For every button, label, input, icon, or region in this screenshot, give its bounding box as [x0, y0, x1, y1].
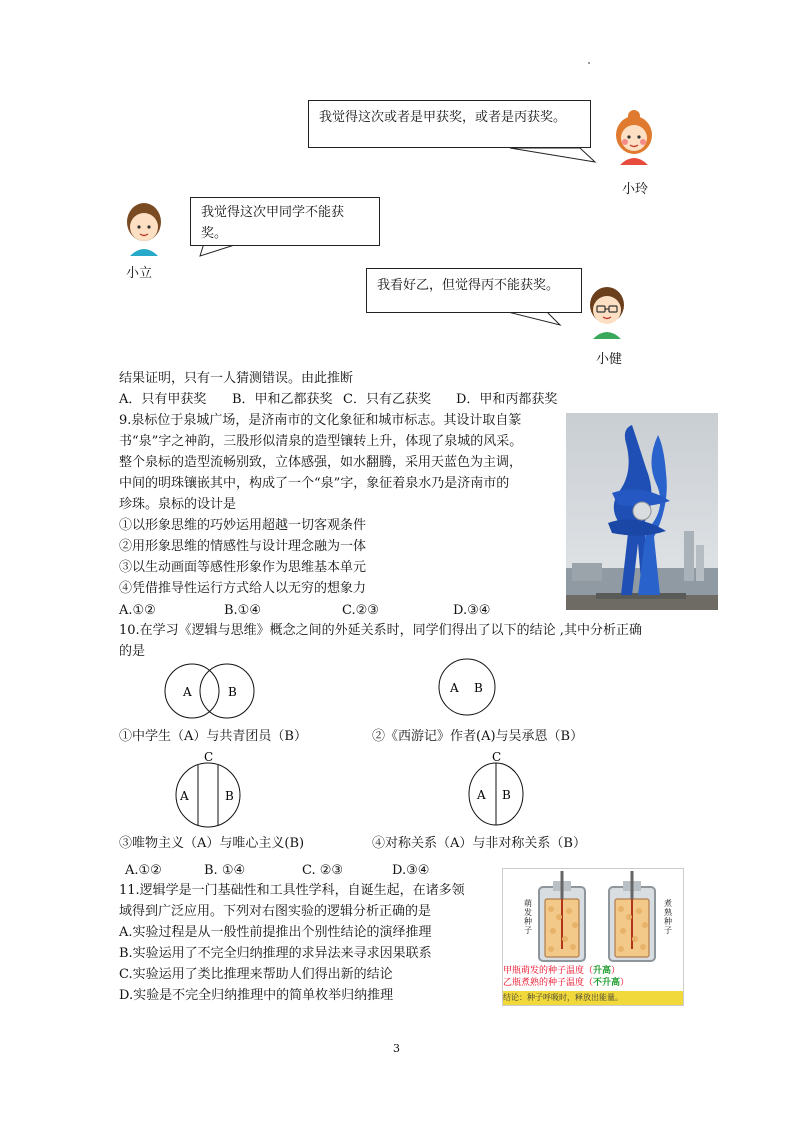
- q9-option-a: A.①②: [119, 603, 156, 618]
- label-b: B: [502, 788, 511, 802]
- venn-diagram-1: [160, 662, 260, 720]
- q8-option-c: C．只有乙获奖: [343, 392, 431, 407]
- q10-stem-line-1: 10.在学习《逻辑与思维》概念之间的外延关系时，同学们得出了以下的结论 ,其中分析正确: [119, 623, 642, 638]
- q8-option-d: D．甲和丙都获奖: [456, 392, 558, 407]
- result-row-1: 甲瓶萌发的种子温度（升高）: [503, 966, 621, 976]
- q8-conclusion: 结果证明，只有一人猜测错误。由此推断: [119, 371, 354, 386]
- q10-option-a: A.①②: [125, 863, 162, 878]
- xiaoli-speech: 我觉得这次甲同学不能获奖。: [201, 205, 345, 241]
- q9-option-b: B.①④: [224, 603, 261, 618]
- q11-stem-line-1: 11.逻辑学是一门基础性和工具性学科，自诞生起，在诸多领: [119, 883, 465, 898]
- q9-item-3: ③以生动画面等感性形象作为思维基本单元: [119, 560, 367, 575]
- q10-caption-2: ②《西游记》作者(A)与吴承恩（B）: [372, 729, 584, 744]
- q9-option-c: C.②③: [342, 603, 379, 618]
- page-number: 3: [393, 1042, 400, 1055]
- q9-stem-line-2: 书“泉”字之神韵，三股形似清泉的造型镶转上升，体现了泉城的风采。: [119, 434, 523, 449]
- q9-item-4: ④凭借推导性运行方式给人以无穷的想象力: [119, 581, 367, 596]
- q10-stem-line-2: 的是: [119, 644, 146, 659]
- conclusion-bar: 结论：种子呼吸时，释放出能量。: [503, 991, 683, 1005]
- q9-item-1: ①以形象思维的巧妙运用超越一切客观条件: [119, 518, 367, 533]
- xiaojian-avatar: [585, 283, 629, 339]
- left-flask-label: 萌 发 种 子: [524, 899, 532, 935]
- q9-item-2: ②用形象思维的情感性与设计理念融为一体: [119, 539, 367, 554]
- result-value-2: 不升高: [593, 978, 621, 988]
- q10-caption-4: ④对称关系（A）与非对称关系（B）: [372, 836, 586, 851]
- label-a: A: [183, 685, 192, 699]
- xiaoling-avatar: [611, 107, 657, 165]
- label-c: C: [204, 750, 214, 764]
- xiaoling-name: 小玲: [622, 182, 649, 197]
- q9-stem-line-3: 整个泉标的造型流畅别致，立体感强，如水翻腾，采用天蓝色为主调，: [119, 455, 523, 470]
- result-row-2: 乙瓶煮熟的种子温度（不升高）: [503, 978, 630, 988]
- venn-diagram-3: [170, 748, 246, 828]
- xiaoling-speech-bubble: [308, 100, 591, 148]
- result-value-1: 升高: [593, 966, 612, 976]
- q8-option-a: A．只有甲获奖: [119, 392, 207, 407]
- page-mark: [588, 62, 590, 64]
- venn-diagram-4: [434, 748, 544, 828]
- xiaoling-speech: 我觉得这次或者是甲获奖，或者是丙获奖。: [319, 110, 567, 125]
- q10-option-d: D.③④: [392, 863, 430, 878]
- q11-option-b: B.实验运用了不完全归纳推理的求异法来寻求因果联系: [119, 946, 432, 961]
- label-b: B: [228, 685, 237, 699]
- label-a: A: [450, 681, 459, 695]
- q8-option-b: B．甲和乙都获奖: [232, 392, 333, 407]
- q9-stem-line-4: 中间的明珠镶嵌其中，构成了一个“泉”字，象征着泉水乃是济南市的: [119, 476, 510, 491]
- xiaojian-speech: 我看好乙，但觉得丙不能获奖。: [377, 278, 560, 293]
- label-b: B: [474, 681, 483, 695]
- label-c: C: [492, 750, 502, 764]
- xiaojian-name: 小健: [596, 352, 623, 367]
- q11-option-d: D.实验是不完全归纳推理中的简单枚举归纳推理: [119, 988, 394, 1003]
- venn-diagram-2: [438, 656, 498, 718]
- xiaoli-avatar: [122, 198, 166, 256]
- label-a: A: [180, 789, 189, 803]
- q9-stem-line-1: 9.泉标位于泉城广场，是济南市的文化象征和城市标志。其设计取自篆: [119, 413, 522, 428]
- q10-caption-3: ③唯物主义（A）与唯心主义(B): [119, 836, 305, 851]
- label-b: B: [225, 789, 234, 803]
- label-a: A: [477, 788, 486, 802]
- q11-option-a: A.实验过程是从一般性前提推出个别性结论的演绎推理: [119, 925, 432, 940]
- xiaoli-name: 小立: [126, 266, 153, 281]
- q11-stem-line-2: 域得到广泛应用。下列对右图实验的逻辑分析正确的是: [119, 904, 432, 919]
- seed-experiment-figure: [502, 868, 684, 1006]
- q11-option-c: C.实验运用了类比推理来帮助人们得出新的结论: [119, 967, 393, 982]
- q9-stem-line-5: 珍珠。泉标的设计是: [119, 497, 237, 512]
- q10-caption-1: ①中学生（A）与共青团员（B）: [119, 729, 307, 744]
- xiaoli-speech-bubble: [190, 197, 380, 246]
- q10-option-b: B. ①④: [204, 863, 246, 878]
- right-flask-label: 煮 熟 种 子: [664, 899, 672, 935]
- quanbiao-photo: [566, 413, 718, 610]
- xiaojian-speech-bubble: [366, 268, 582, 313]
- q10-option-c: C. ②③: [302, 863, 344, 878]
- q9-option-d: D.③④: [453, 603, 491, 618]
